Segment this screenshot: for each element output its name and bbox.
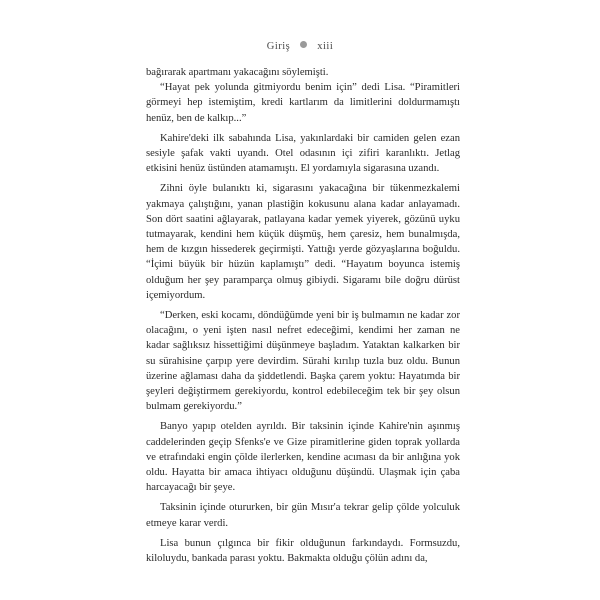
running-head — [0, 40, 600, 54]
paragraph: Taksinin içinde otururken, bir gün Mısır'a tekrar gelip çölde yolculuk etmeye karar verdi. — [146, 502, 460, 529]
section-title: Giriş — [266, 41, 291, 52]
paragraph: “Derken, eski kocamı, döndüğümde yeni bir iş bulmamın ne kadar zor olacağını, o yeni işten nasıl nefret edeceğimi, kendimi her zaman ne kadar sağlıksız hissettiğimi düşünmeye başladım. Yataktan kalkarken bir su sürahisine çarpıp yere devirdim. Sürahi kırılıp tuzla buz oldu. Bunun üzerine ağlaması daha da şiddetlendi. Başka çarem yoktu: Hayatımda bir şeyleri değiştirmem gerekiyordu, kontrol edebileceğim tek bir şey olsun bulmam gerekiyordu.” — [146, 310, 460, 413]
paragraph: Zihni öyle bulanıktı ki, sigarasını yakacağına bir tükenmezkalemi yakmaya çalıştığını, yanan plastiğin kokusunu alana kadar anlayamadı. Son dört saatini ağlayarak, patlayana kadar yemek yiyerek, gözünü uyku tutmayarak, kendini hem küçük düşmüş, hem çaresiz, hem bunalmışda, hem de kızgın hissederek geçirmişti. Yattığı yerde gözyaşlarına boğuldu. “İçimi büyük bir hüzün kaplamıştı” dedi. “Hayatım boyunca istemiş olduğum her şey paramparça olmuş gibiydi. Sigaramı bile doğru dürüst içemiyordum. — [146, 183, 460, 301]
body-text — [146, 65, 460, 566]
page-number: xiii — [317, 41, 334, 52]
paragraph: Lisa bunun çılgınca bir fikir olduğunun farkındaydı. Formsuzdu, kiloluydu, bankada parası yoktu. Bakmakta olduğu çölün adını da, — [146, 537, 460, 565]
paragraph: “Hayat pek yolunda gitmiyordu benim için” dedi Lisa. “Piramitleri görmeyi hep istemiştim, kredi kartlarım da limitlerini doldurmamıştı henüz, ben de kalkıp...” — [146, 82, 460, 124]
paragraph: Kahire'deki ilk sabahında Lisa, yakınlardaki bir camiden gelen ezan sesiyle şafak vakti uyandı. Otel odasının içi zifiri karanlıktı. Jetlag etkisini henüz üstünden atamamıştı. El yordamıyla sigarasına uzandı. — [146, 132, 460, 175]
paragraph: Banyo yapıp otelden ayrıldı. Bir taksinin içinde Kahire'nin aşınmış caddelerinden geçip Sfenks'e ve Gize piramitlerine giden toprak yollarda ve etrafındaki engin çölde ilerlerken, kendine acıması da bir anlığına yok oldu. Hayatta bir amaca ihtiyacı olduğunu düşündü. Ulaşmak için çaba harcayacağı bir şeye. — [146, 421, 460, 494]
separator-dot-icon — [300, 41, 307, 48]
paragraph: bağırarak apartmanı yakacağını söylemişti. — [146, 67, 329, 78]
